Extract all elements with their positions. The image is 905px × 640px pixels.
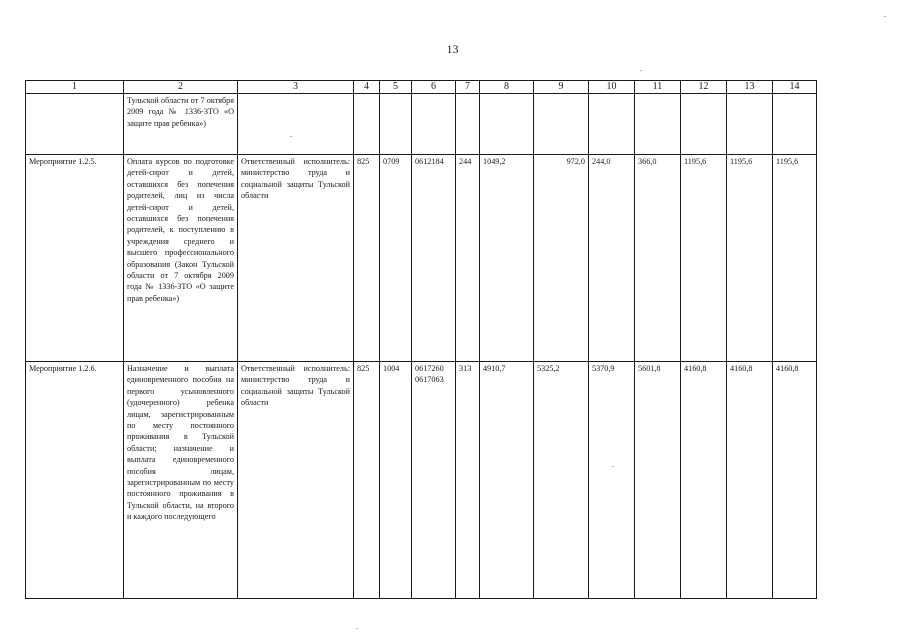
activity-cell: Мероприятие 1.2.6. xyxy=(26,362,124,599)
table-cell: 0617260 0617063 xyxy=(412,362,456,599)
table-cell xyxy=(534,94,589,155)
scan-speck xyxy=(612,466,614,467)
description-cell: Назначение и выплата единовременного пособия на первого усыновленного (удочеренного) ребенка лицам, зарегистрированным по месту постоянного проживания в Тульской области; назначение и выплата единовременного пособия лицам, зарегистрированным по месту постоянного проживания в Тульской области, на второго и каждого последующего xyxy=(124,362,238,599)
table-cell: 1195,6 xyxy=(681,155,727,362)
table-cell: 0612184 xyxy=(412,155,456,362)
table-cell: 1049,2 xyxy=(480,155,534,362)
table-cell: 1195,6 xyxy=(727,155,773,362)
table-cell: 5370,9 xyxy=(589,362,635,599)
table-cell: 366,0 xyxy=(635,155,681,362)
table-cell xyxy=(412,94,456,155)
continuation-description: Тульской области от 7 октября 2009 года № 1336-ЗТО «О защите прав ребенка») xyxy=(124,94,238,155)
table-cell xyxy=(480,94,534,155)
executor-cell: Ответственный исполнитель: министерство труда и социальной защиты Тульской области xyxy=(238,362,354,599)
table-cell xyxy=(238,94,354,155)
header-cell: 4 xyxy=(354,81,380,94)
scan-speck xyxy=(290,136,292,137)
table-cell: 5325,2 xyxy=(534,362,589,599)
table-cell: 1004 xyxy=(380,362,412,599)
header-cell: 8 xyxy=(480,81,534,94)
table-cell xyxy=(354,94,380,155)
table-cell xyxy=(380,94,412,155)
header-cell: 6 xyxy=(412,81,456,94)
table-cell xyxy=(773,94,817,155)
table-row xyxy=(26,155,817,362)
description-cell: Оплата курсов по подготовке детей-сирот и детей, оставшихся без попечения родителей, лиц из числа детей-сирот и детей, оставшихся без попечения родителей, к поступлению в учреждения среднего и высшего профессионального образования (Закон Тульской области от 7 октября 2009 года № 1336-ЗТО «О защите прав ребенка») xyxy=(124,155,238,362)
header-cell: 10 xyxy=(589,81,635,94)
continuation-row xyxy=(26,94,817,155)
table-cell xyxy=(681,94,727,155)
table-cell: 825 xyxy=(354,155,380,362)
table-cell: 1195,6 xyxy=(773,155,817,362)
table-cell xyxy=(727,94,773,155)
executor-cell: Ответственный исполнитель: министерство труда и социальной защиты Тульской области xyxy=(238,155,354,362)
table-cell: 313 xyxy=(456,362,480,599)
header-cell: 3 xyxy=(238,81,354,94)
table-cell: 5601,8 xyxy=(635,362,681,599)
header-row xyxy=(26,81,817,94)
table-cell xyxy=(456,94,480,155)
table-cell: 0709 xyxy=(380,155,412,362)
scan-speck xyxy=(356,628,358,629)
header-cell: 5 xyxy=(380,81,412,94)
header-cell: 7 xyxy=(456,81,480,94)
header-cell: 2 xyxy=(124,81,238,94)
table-cell: 244 xyxy=(456,155,480,362)
page-number: 13 xyxy=(446,42,459,56)
header-cell: 11 xyxy=(635,81,681,94)
table-cell: 4160,8 xyxy=(727,362,773,599)
table-cell: 825 xyxy=(354,362,380,599)
scan-speck xyxy=(884,16,886,17)
table-cell: 4160,8 xyxy=(773,362,817,599)
table-cell: 4910,7 xyxy=(480,362,534,599)
activity-cell: Мероприятие 1.2.5. xyxy=(26,155,124,362)
table-cell: 244,0 xyxy=(589,155,635,362)
header-cell: 13 xyxy=(727,81,773,94)
table-cell xyxy=(635,94,681,155)
table-cell xyxy=(589,94,635,155)
header-cell: 12 xyxy=(681,81,727,94)
header-cell: 14 xyxy=(773,81,817,94)
header-cell: 9 xyxy=(534,81,589,94)
table-cell: 972,0 xyxy=(534,155,589,362)
header-cell: 1 xyxy=(26,81,124,94)
table-row xyxy=(26,362,817,599)
budget-table xyxy=(25,80,817,599)
scan-speck xyxy=(640,70,642,71)
table-cell xyxy=(26,94,124,155)
table-cell: 4160,8 xyxy=(681,362,727,599)
